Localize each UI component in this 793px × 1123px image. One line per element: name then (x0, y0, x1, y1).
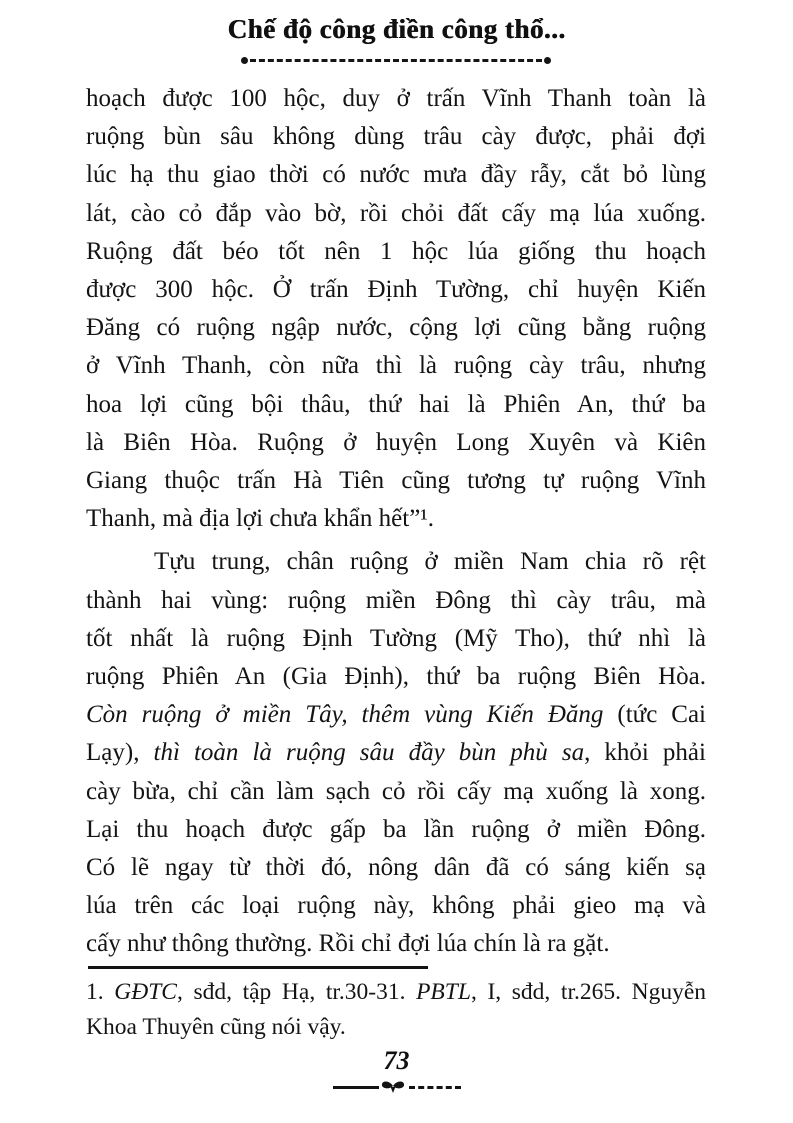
text-segment: Lạy), (86, 739, 154, 767)
floral-ornament-icon (380, 1080, 406, 1095)
italic-text-segment: GĐTC (114, 979, 177, 1005)
italic-text-segment: thì toàn là ruộng sâu đầy bùn phù sa (153, 739, 585, 767)
rule-end-dot-left (241, 57, 248, 64)
text-line: tốt nhất là ruộng Định Tường (Mỹ Tho), thứ nhì là (86, 624, 706, 652)
running-head-title: Chế độ công điền công thổ... (227, 14, 566, 44)
text-line (86, 696, 706, 734)
text-line: được 300 hộc. Ở trấn Định Tường, chỉ huyện Kiến (86, 276, 706, 304)
page-number: 73 (383, 1046, 410, 1075)
text-segment: 1. (86, 979, 115, 1005)
text-line: Khoa Thuyên cũng nói vậy. (86, 1014, 346, 1040)
footer-rule-right-dashes (409, 1086, 461, 1089)
footer-ornament-rule (0, 1078, 793, 1096)
text-segment: (tức Cai (603, 701, 706, 729)
text-line: cày bừa, chỉ cần làm sạch cỏ rồi cấy mạ xuống là xong. (86, 777, 706, 805)
body-text (86, 80, 706, 964)
italic-text-segment: PBTL (416, 979, 471, 1005)
text-line: ở Vĩnh Thanh, còn nữa thì là ruộng cày trâu, nhưng (86, 352, 706, 380)
text-line: hoa lợi cũng bội thâu, thứ hai là Phiên An, thứ ba (86, 390, 706, 418)
text-line (86, 734, 706, 772)
text-line: Giang thuộc trấn Hà Tiên cũng tương tự ruộng Vĩnh (86, 467, 706, 495)
text-line: ruộng bùn sâu không dùng trâu cày được, phải đợi (86, 123, 706, 151)
text-line: Tựu trung, chân ruộng ở miền Nam chia rõ rệt (154, 548, 706, 576)
text-line: cấy như thông thường. Rồi chỉ đợi lúa chín là ra gặt. (86, 930, 610, 958)
text-line: ruộng Phiên An (Gia Định), thứ ba ruộng Biên Hòa. (86, 663, 706, 691)
italic-text-segment: Còn ruộng ở miền Tây, thêm vùng Kiến Đăng (86, 701, 604, 729)
text-line: lát, cào cỏ đắp vào bờ, rồi chỏi đất cấy mạ lúa xuống. (86, 199, 706, 227)
text-line: hoạch được 100 hộc, duy ở trấn Vĩnh Thanh toàn là (86, 85, 706, 112)
text-line: Thanh, mà địa lợi chưa khẩn hết”¹. (86, 505, 435, 533)
text-line: thành hai vùng: ruộng miền Đông thì cày trâu, mà (86, 586, 706, 614)
text-line (86, 975, 706, 1010)
paragraph (86, 80, 706, 538)
text-segment: , khỏi phải (584, 739, 706, 767)
text-line: Lại thu hoạch được gấp ba lần ruộng ở miền Đông. (86, 815, 706, 843)
text-line: Có lẽ ngay từ thời đó, nông dân đã có sáng kiến sạ (86, 854, 706, 882)
text-line: lúc hạ thu giao thời có nước mưa đầy rẫy, cắt bỏ lùng (86, 161, 706, 189)
footer-rule-left (333, 1086, 379, 1089)
text-segment: , sđd, tập Hạ, tr.30-31. (176, 979, 417, 1005)
text-line: Ruộng đất béo tốt nên 1 hộc lúa giống thu hoạch (86, 237, 706, 265)
footnote-separator-rule (88, 966, 428, 969)
text-line: lúa trên các loại ruộng này, không phải gieo mạ và (86, 892, 706, 920)
footnote (86, 975, 706, 1045)
text-line: Đăng có ruộng ngập nước, cộng lợi cũng bằng ruộng (86, 314, 706, 342)
text-line: là Biên Hòa. Ruộng ở huyện Long Xuyên và Kiên (86, 428, 706, 456)
header-dashed-rule (250, 59, 542, 62)
paragraph (86, 543, 706, 963)
rule-end-dot-right (544, 57, 551, 64)
text-segment: , I, sđd, tr.265. Nguyễn (470, 979, 706, 1005)
